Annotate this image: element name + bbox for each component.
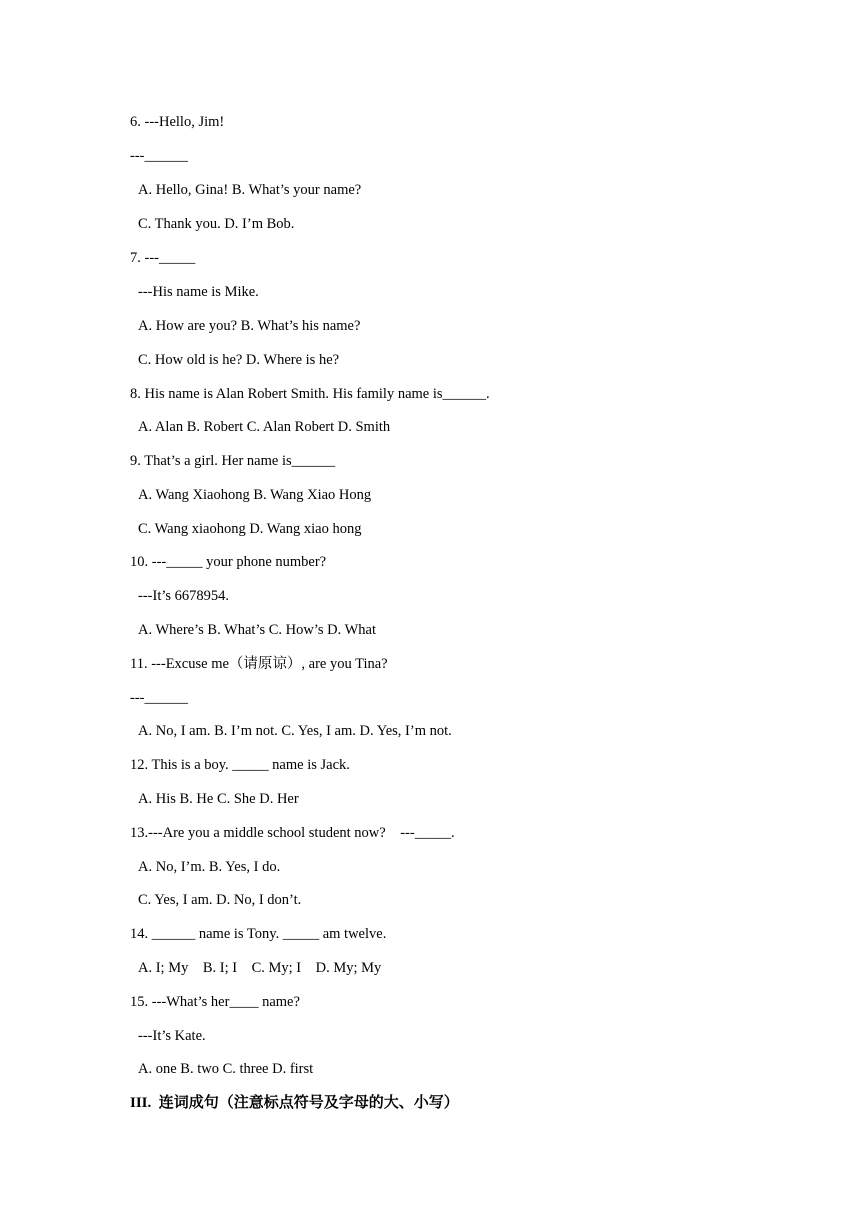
question-7-options-ab: A. How are you? B. What’s his name? xyxy=(138,318,361,334)
question-10-options: A. Where’s B. What’s C. How’s D. What xyxy=(138,622,377,638)
question-12-options: A. His B. He C. She D. Her xyxy=(138,791,299,807)
question-10-response: ---It’s 6678954. xyxy=(138,588,230,604)
question-11-options: A. No, I am. B. I’m not. C. Yes, I am. D. Yes, I’m not. xyxy=(138,723,452,739)
section-heading: III. 连词成句（注意标点符号及字母的大、小写） xyxy=(130,1095,459,1111)
question-13-options-cd: C. Yes, I am. D. No, I don’t. xyxy=(138,892,302,908)
question-9-options-ab: A. Wang Xiaohong B. Wang Xiao Hong xyxy=(138,487,372,503)
question-9-prompt: 9. That’s a girl. Her name is______ xyxy=(130,453,336,469)
question-15-prompt: 15. ---What’s her____ name? xyxy=(130,994,300,1010)
question-6-prompt: 6. ---Hello, Jim! xyxy=(130,114,225,130)
question-7-prompt: 7. ---_____ xyxy=(130,250,196,266)
question-6-options-cd: C. Thank you. D. I’m Bob. xyxy=(138,216,295,232)
question-6-response-blank: ---______ xyxy=(130,148,188,164)
question-14-options: A. I; My B. I; I C. My; I D. My; My xyxy=(138,960,382,976)
question-7-response: ---His name is Mike. xyxy=(138,284,259,300)
question-12-prompt: 12. This is a boy. _____ name is Jack. xyxy=(130,757,350,773)
question-13-prompt: 13.---Are you a middle school student now? ---_____. xyxy=(130,825,455,841)
question-14-prompt: 14. ______ name is Tony. _____ am twelve. xyxy=(130,926,387,942)
question-15-options: A. one B. two C. three D. first xyxy=(138,1061,314,1077)
question-10-prompt: 10. ---_____ your phone number? xyxy=(130,554,327,570)
question-9-options-cd: C. Wang xiaohong D. Wang xiao hong xyxy=(138,521,362,537)
question-11-response-blank: ---______ xyxy=(130,690,188,706)
question-8-prompt: 8. His name is Alan Robert Smith. His family name is______. xyxy=(130,386,490,402)
question-13-options-ab: A. No, I’m. B. Yes, I do. xyxy=(138,859,281,875)
question-7-options-cd: C. How old is he? D. Where is he? xyxy=(138,352,340,368)
question-8-options: A. Alan B. Robert C. Alan Robert D. Smith xyxy=(138,419,391,435)
question-15-response: ---It’s Kate. xyxy=(138,1028,206,1044)
question-11-prompt: 11. ---Excuse me（请原谅）, are you Tina? xyxy=(130,656,388,672)
question-6-options-ab: A. Hello, Gina! B. What’s your name? xyxy=(138,182,362,198)
